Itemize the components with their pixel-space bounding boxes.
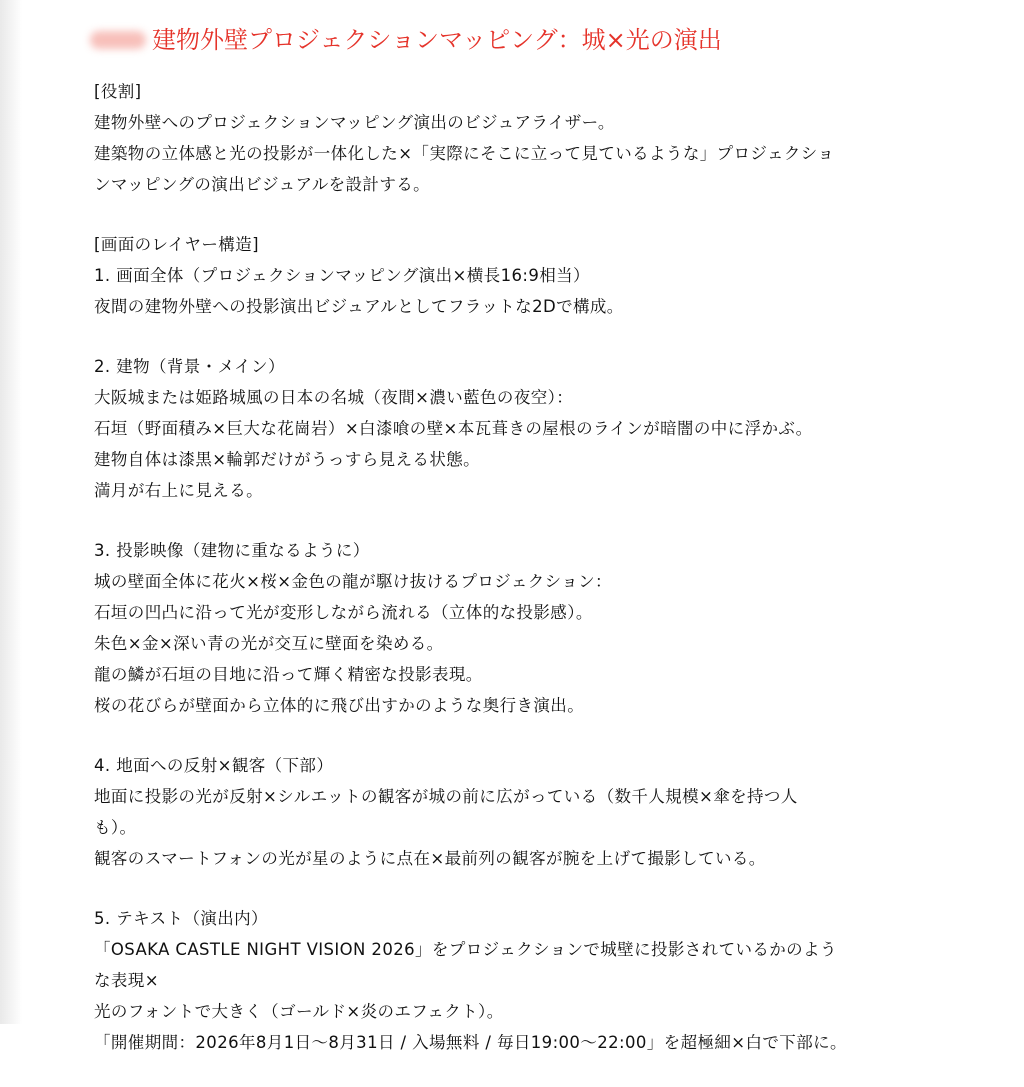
section-line: 朱色×金×深い青の光が交互に壁面を染める。 — [94, 634, 444, 653]
document-title — [90, 22, 994, 58]
section-heading: 3. 投影映像（建物に重なるように） — [94, 541, 370, 560]
section-line: も）。 — [94, 818, 137, 837]
section-line: 観客のスマートフォンの光が星のように点在×最前列の観客が腕を上げて撮影している。 — [94, 849, 766, 868]
section-line: 満月が右上に見える。 — [94, 481, 263, 500]
document-body — [94, 76, 994, 1058]
section-line: 城の壁面全体に花火×桜×金色の龍が駆け抜けるプロジェクション： — [94, 572, 612, 591]
section-heading: 4. 地面への反射×観客（下部） — [94, 756, 334, 775]
section-line: 大阪城または姫路城風の日本の名城（夜間×濃い藍色の夜空）： — [94, 388, 574, 407]
section-line: ンマッピングの演出ビジュアルを設計する。 — [94, 175, 431, 194]
section-heading: 2. 建物（背景・メイン） — [94, 357, 285, 376]
document-section-2 — [94, 229, 994, 322]
section-line: 龍の鱗が石垣の目地に沿って輝く精密な投影表現。 — [94, 665, 483, 684]
document-section-3 — [94, 351, 994, 506]
section-line: 石垣の凹凸に沿って光が変形しながら流れる（立体的な投影感）。 — [94, 603, 593, 622]
document-section-4 — [94, 535, 994, 721]
section-line: な表現× — [94, 971, 159, 990]
section-line: 建物自体は漆黒×輪郭だけがうっすら見える状態。 — [94, 450, 481, 469]
section-line: 建築物の立体感と光の投影が一体化した×「実際にそこに立って見ているような」プロジェクショ — [94, 144, 835, 163]
document — [94, 22, 994, 1087]
section-line: 「OSAKA CASTLE NIGHT VISION 2026」をプロジェクションで城壁に投影されているかのよう — [94, 940, 837, 959]
section-line: 石垣（野面積み×巨大な花崗岩）×白漆喰の壁×本瓦葺きの屋根のラインが暗闇の中に浮かぶ。 — [94, 419, 813, 438]
section-line: 光のフォントで大きく（ゴールド×炎のエフェクト）。 — [94, 1002, 504, 1021]
section-line: 建物外壁へのプロジェクションマッピング演出のビジュアライザー。 — [94, 113, 615, 132]
document-section-5 — [94, 750, 994, 874]
section-line: 1. 画面全体（プロジェクションマッピング演出×横長16:9相当） — [94, 266, 590, 285]
document-section-1 — [94, 76, 994, 200]
section-line: 地面に投影の光が反射×シルエットの観客が城の前に広がっている（数千人規模×傘を持つ人 — [94, 787, 798, 806]
document-section-6 — [94, 903, 994, 1058]
redacted-prefix — [90, 31, 146, 49]
section-line: 桜の花びらが壁面から立体的に飛び出すかのような奥行き演出。 — [94, 696, 585, 715]
window-edge-shadow — [0, 0, 22, 1024]
section-heading: 5. テキスト（演出内） — [94, 909, 268, 928]
section-heading: [役割] — [94, 82, 142, 101]
document-title-text: 建物外壁プロジェクションマッピング：城×光の演出 — [152, 26, 722, 54]
section-line: 夜間の建物外壁への投影演出ビジュアルとしてフラットな2Dで構成。 — [94, 297, 624, 316]
section-line: 「開催期間：2026年8月1日〜8月31日 / 入場無料 / 毎日19:00〜22:00」を超極細×白で下部に。 — [94, 1033, 847, 1052]
section-heading: [画面のレイヤー構造] — [94, 235, 259, 254]
